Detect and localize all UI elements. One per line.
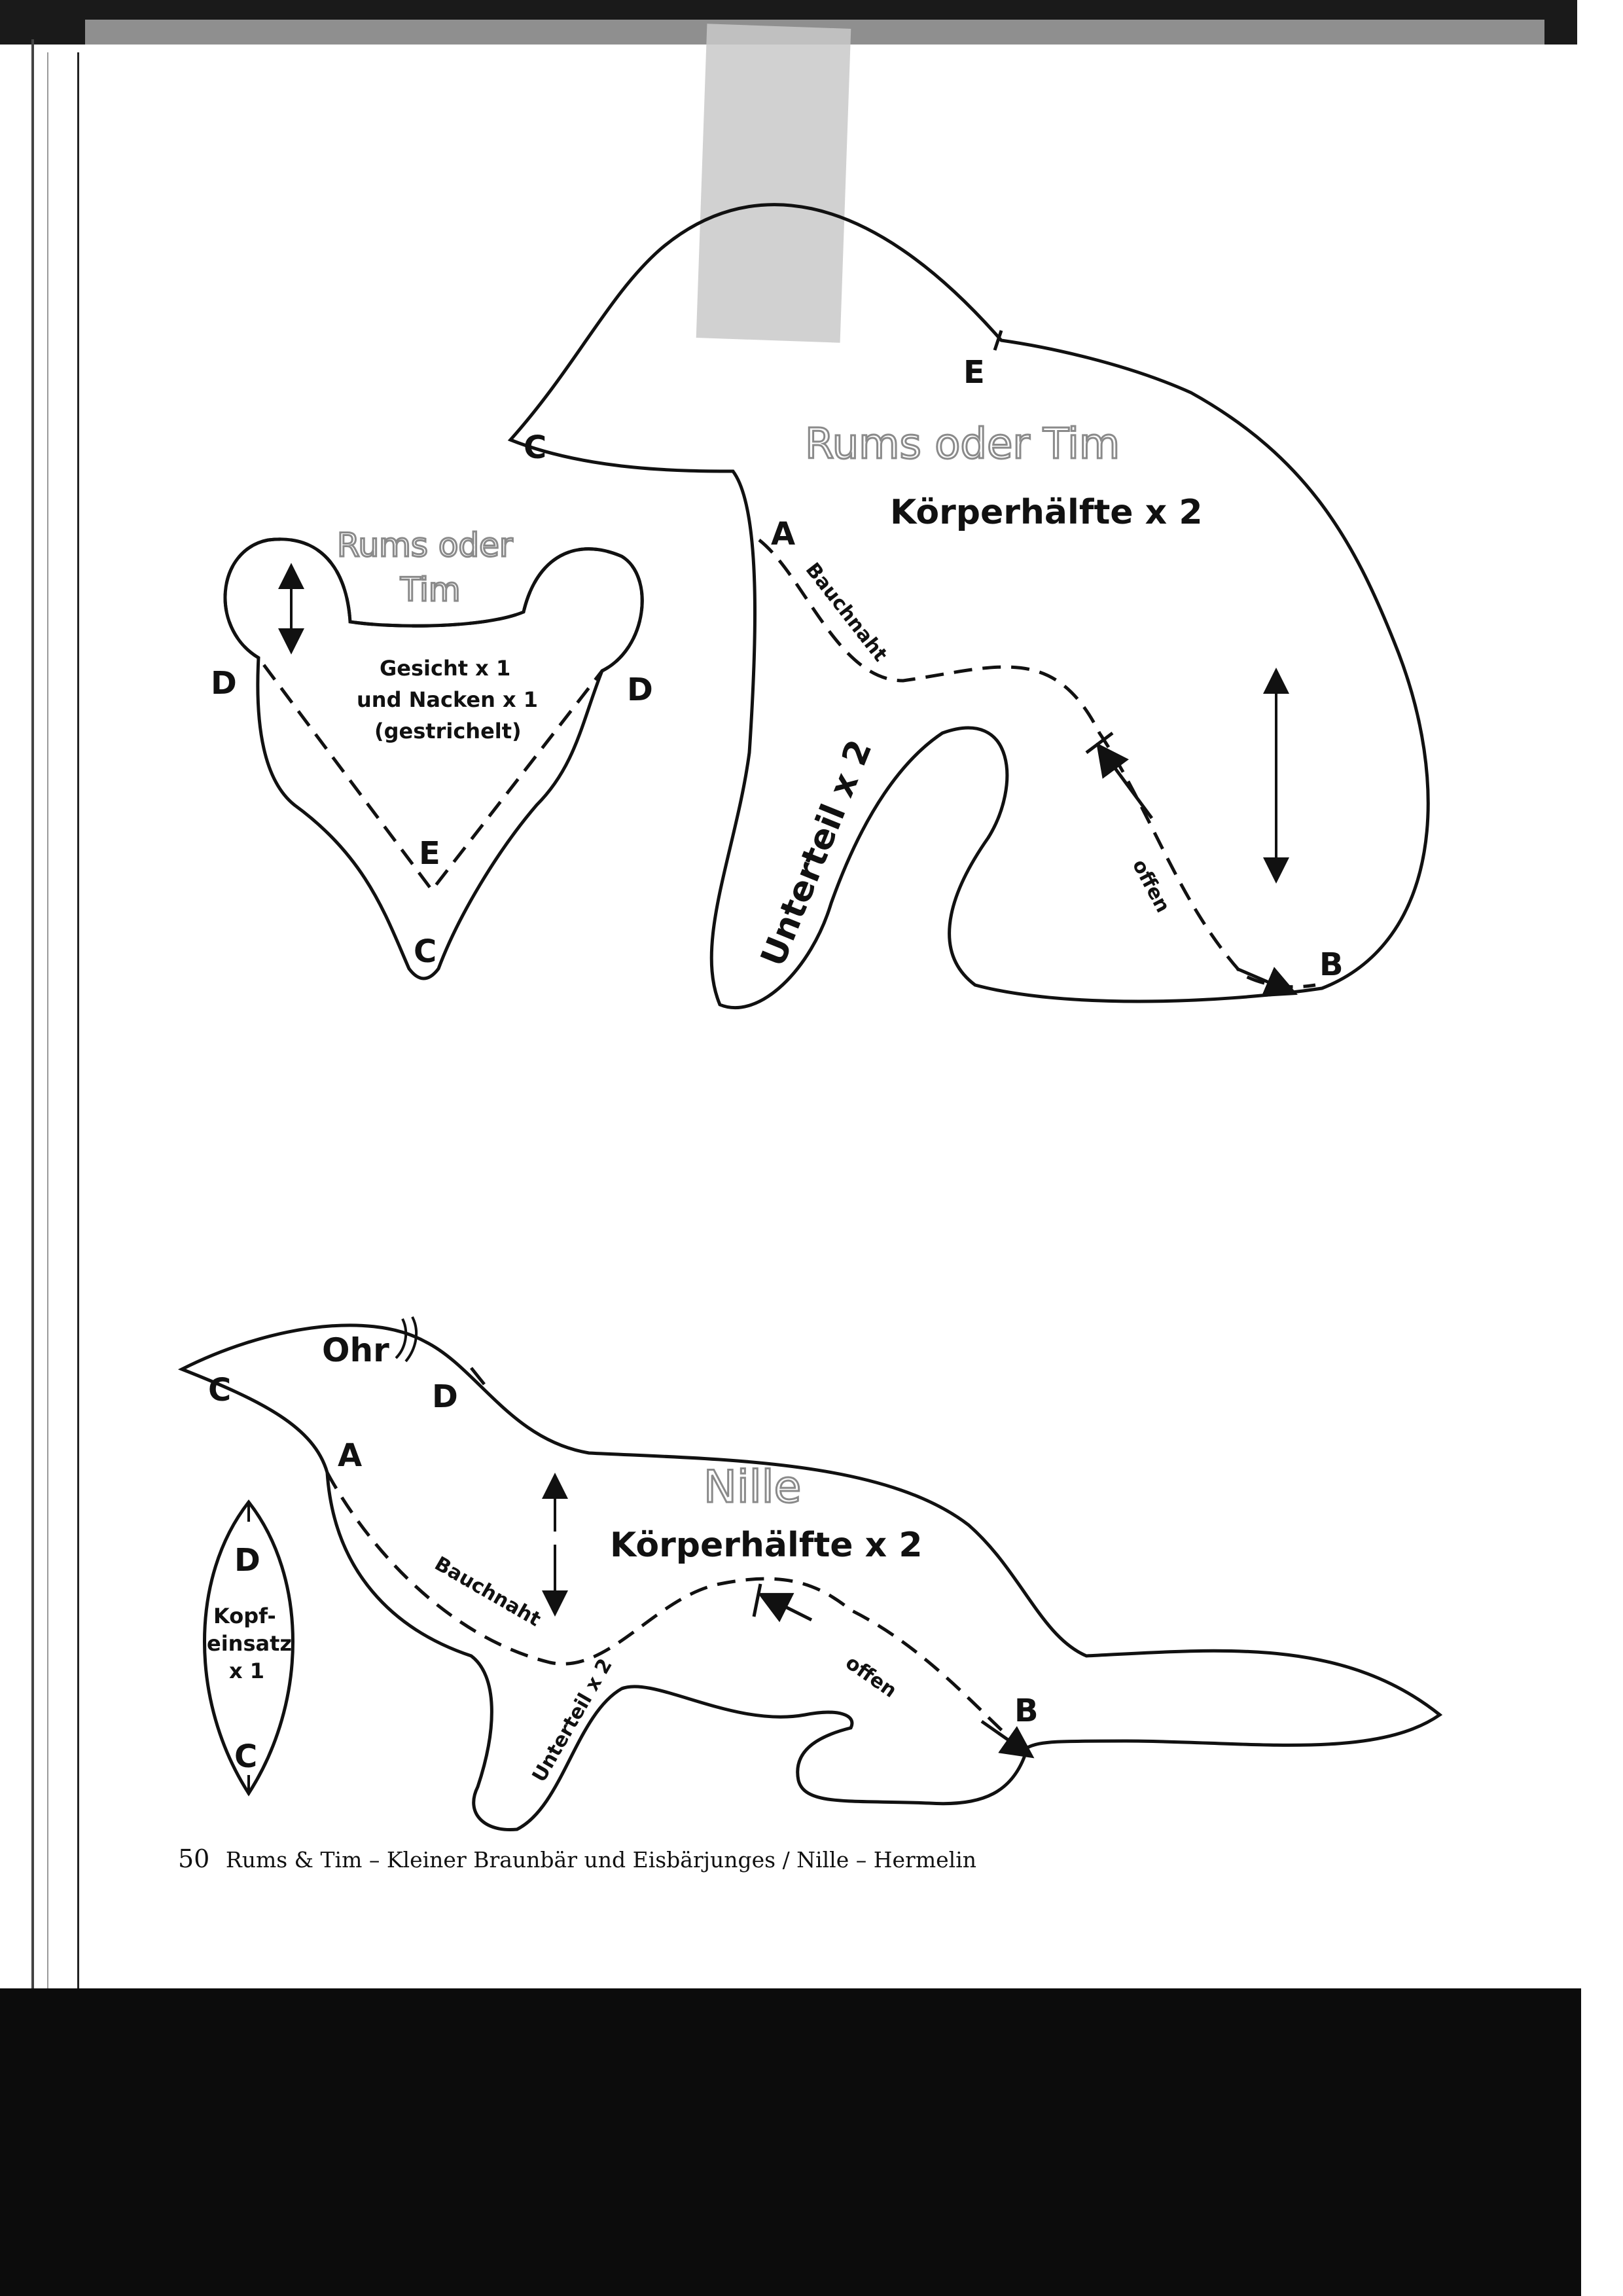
page-number: 50	[178, 1844, 210, 1873]
head-insert-pattern	[205, 1502, 293, 1795]
face-title-line2: Tim	[401, 571, 461, 609]
face-point-c: C	[414, 933, 437, 970]
ermine-bottom-label: Unterteil x 2	[527, 1655, 617, 1786]
face-title-line1: Rums oder	[337, 526, 513, 564]
ermine-point-b: B	[1014, 1693, 1039, 1729]
page-footer	[178, 1844, 976, 1873]
bear-piece-label: Körperhälfte x 2	[890, 493, 1203, 532]
ermine-notch-open	[754, 1584, 760, 1617]
ear-mark	[396, 1317, 416, 1361]
scan-border-bottom	[0, 1988, 1581, 2296]
face-point-d-right: D	[627, 672, 653, 708]
bear-bottom-label: Unterteil x 2	[753, 734, 880, 972]
bear-body-outline	[510, 205, 1428, 1008]
bear-open-arrow-end	[1237, 969, 1283, 988]
head-insert-line2: einsatz	[207, 1631, 293, 1656]
bear-point-e: E	[963, 354, 985, 391]
bear-point-a: A	[771, 516, 796, 552]
ermine-body-outline	[182, 1325, 1440, 1830]
ermine-point-c: C	[208, 1372, 232, 1408]
bear-open-arrow	[1106, 756, 1152, 818]
ermine-pattern	[182, 1317, 1440, 1830]
face-point-d-left: D	[211, 665, 237, 702]
bear-point-c: C	[524, 429, 547, 466]
head-insert-line1: Kopf-	[213, 1604, 276, 1628]
ermine-seam-label: Bauchnaht	[431, 1552, 545, 1632]
bear-title: Rums oder Tim	[805, 420, 1120, 469]
footer-caption: Rums & Tim – Kleiner Braunbär und Eisbärjunges / Nille – Hermelin	[225, 1847, 976, 1873]
bear-pattern	[510, 205, 1428, 1008]
ermine-piece-label: Körperhälfte x 2	[610, 1526, 923, 1565]
ermine-title: Nille	[704, 1462, 802, 1513]
face-pattern	[211, 526, 653, 978]
bear-open-label: offen	[1127, 855, 1175, 917]
head-insert-line3: x 1	[229, 1659, 265, 1683]
ermine-belly-seam	[327, 1473, 1021, 1748]
face-piece-line1: Gesicht x 1	[380, 656, 511, 681]
head-insert-point-d: D	[234, 1542, 260, 1579]
ermine-point-d: D	[432, 1378, 458, 1415]
face-point-e: E	[419, 835, 440, 872]
bear-point-b: B	[1319, 946, 1344, 983]
ermine-open-label: offen	[841, 1651, 901, 1703]
bear-seam-label: Bauchnaht	[800, 558, 892, 666]
ermine-point-a: A	[338, 1437, 363, 1474]
head-insert-point-c: C	[234, 1738, 258, 1775]
ermine-open-arrow	[772, 1600, 812, 1620]
ermine-ear-label: Ohr	[322, 1331, 389, 1369]
face-piece-line3: (gestrichelt)	[374, 719, 522, 744]
face-piece-line2: und Nacken x 1	[357, 687, 539, 712]
